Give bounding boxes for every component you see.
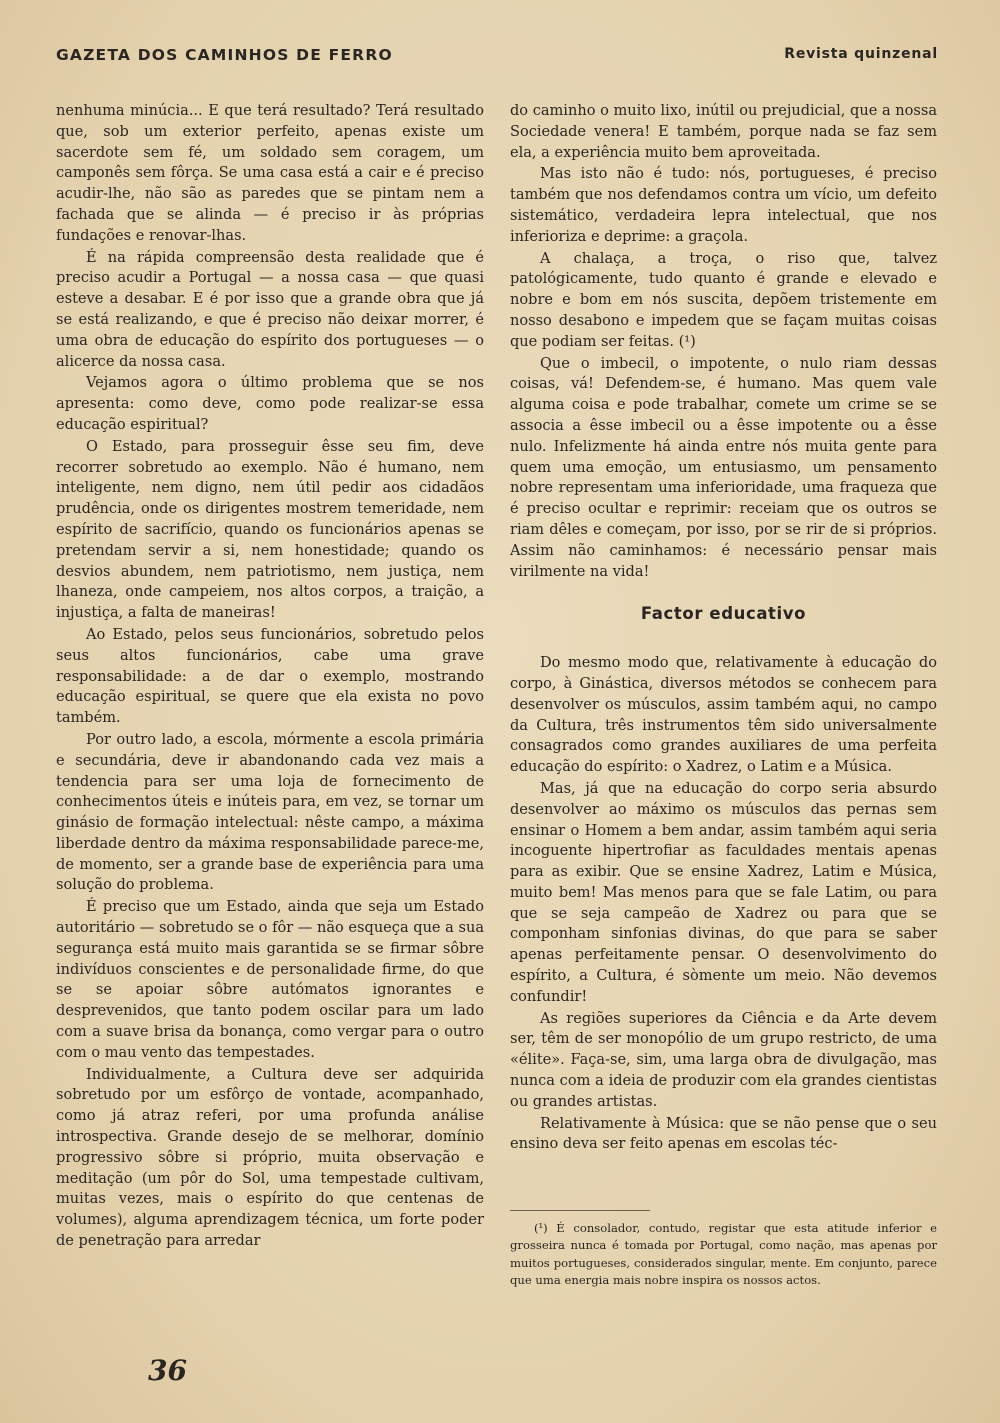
paragraph: Individualmente, a Cultura deve ser adquirida sobretudo por um esfôrço de vontade, acompanhado, como já atraz referi, por uma profunda análise introspectiva. Grande desejo de se melhorar, domínio progressivo sôbre si próprio, muita observação e meditação (um pôr do Sol, uma tempestade cultivam, muitas vezes, mais o espírito do que centenas de volumes), alguma aprendizagem técnica, um forte poder de penetração para arredar — [56, 1065, 484, 1250]
paragraph: Mas, já que na educação do corpo seria absurdo desenvolver ao máximo os músculos das pernas sem ensinar o Homem a bem andar, assim também aqui seria incoguente hipertrofiar as faculdades mentais apenas para as exibir. Que se ensine Xadrez, Latim e Música, muito bem! Mas menos para que se fale Latim, ou para que se seja campeão de Xadrez ou para que se componham sinfonias divinas, do que para se saber apenas perfeitamente pensar. O desenvolvimento do espírito, a Cultura, é sòmente um meio. Não devemos confundir! — [510, 779, 937, 1005]
paragraph: Mas isto não é tudo: nós, portugueses, é preciso também que nos defendamos contra um vício, um defeito sistemático, verdadeira lepra intelectual, que nos inferioriza e deprime: a graçola. — [510, 165, 937, 245]
paragraph: É preciso que um Estado, ainda que seja um Estado autoritário — sobretudo se o fôr — não esqueça que a sua segurança está muito mais garantida se se firmar sôbre indivíduos conscientes e de personalidade firme, do que se se apoiar sôbre autómatos ignorantes e desprevenidos, que tanto podem oscilar para um lado com a suave brisa da bonança, como vergar para o outro com o mau vento das tempestades. — [56, 898, 484, 1061]
paragraph: Relativamente à Música: que se não pense que o seu ensino deva ser feito apenas em escolas téc- — [510, 1114, 937, 1153]
paragraph: Que o imbecil, o impotente, o nulo riam dessas coisas, vá! Defendem-se, é humano. Mas quem vale alguma coisa e pode trabalhar, comete um crime se se associa a êsse imbecil ou a êsse impotente ou a êsse nulo. Infelizmente há ainda entre nós muita gente para quem uma emoção, um entusiasmo, um pensamento nobre representam uma inferioridade, uma fraqueza que é preciso ocultar e reprimir: receiam que os outros se riam dêles e começam, por isso, por se rir de si próprios. Assim não caminhamos: é necessário pensar mais virilmente na vida! — [510, 354, 937, 580]
paragraph: Vejamos agora o último problema que se nos apresenta: como deve, como pode realizar-se essa educação espiritual? — [56, 374, 484, 433]
paragraph: nenhuma minúcia... E que terá resultado? Terá resultado que, sob um exterior perfeito, apenas existe um sacerdote sem fé, um soldado sem coragem, um camponês sem fôrça. Se uma casa está a cair e é preciso acudir-lhe, não são as paredes que se pintam nem a fachada que se alinda — é preciso ir às próprias fundações e renovar-lhas. — [56, 102, 484, 244]
paragraph: do caminho o muito lixo, inútil ou prejudicial, que a nossa Sociedade venera! E também, porque nada se faz sem ela, a experiência muito bem aproveitada. — [510, 102, 937, 161]
paragraph: Ao Estado, pelos seus funcionários, sobretudo pelos seus altos funcionários, cabe uma grave responsabilidade: a de dar o exemplo, mostrando educação espiritual, se quere que ela exista no povo também. — [56, 625, 484, 727]
paragraph: Por outro lado, a escola, mórmente a escola primária e secundária, deve ir abandonando cada vez mais a tendencia para ser uma loja de fornecimento de conhecimentos úteis e inúteis para, em vez, se tornar um ginásio de formação intelectual: nêste campo, a máxima liberdade dentro da máxima responsabilidade parece-me, de momento, ser a grande base de experiência para uma solução do problema. — [56, 730, 484, 894]
paragraph: O Estado, para prosseguir êsse seu fim, deve recorrer sobretudo ao exemplo. Não é humano, nem inteligente, nem digno, nem útil pedir aos cidadãos prudência, onde os dirigentes mostrem temeridade, nem espírito de sacrifício, quando os funcionários apenas se pretendam servir a si, nem honestidade; quando os desvios abundem, nem patriotismo, nem justiça, nem lhaneza, onde campeiem, nos altos corpos, a traição, a injustiça, a falta de maneiras! — [56, 437, 484, 622]
right-column — [510, 101, 937, 1155]
footnotes — [510, 1220, 937, 1290]
footnote-divider — [510, 1210, 650, 1211]
section-heading: Factor educativo — [640, 604, 807, 624]
publication-title: GAZETA DOS CAMINHOS DE FERRO — [56, 46, 393, 64]
paragraph: É na rápida compreensão desta realidade que é preciso acudir a Portugal — a nossa casa — que quasi esteve a desabar. E é por isso que a grande obra que já se está realizando, e que é preciso não deixar morrer, é uma obra de educação do espírito dos portugueses — o alicerce da nossa casa. — [56, 248, 484, 370]
publication-subtitle: Revista quinzenal — [784, 46, 938, 62]
paragraph: A chalaça, a troça, o riso que, talvez patológicamente, tudo quanto é grande e elevado e nobre e bom em nós suscita, depõem tristemente em nosso desabono e impedem que se façam muitas coisas que podiam ser feitas. (¹) — [510, 249, 937, 350]
page-number: 36 — [148, 1354, 187, 1387]
running-header — [56, 46, 938, 70]
footnote: (¹) É consolador, contudo, registar que esta atitude inferior e grosseira nunca é tomada por Portugal, como nação, mas apenas por muitos portugueses, considerados singular, mente. Em conjunto, parece que uma energia mais nobre inspira os nossos actos. — [510, 1221, 937, 1288]
left-column — [56, 101, 484, 1252]
paragraph: Do mesmo modo que, relativamente à educação do corpo, à Ginástica, diversos métodos se conhecem para desenvolver os músculos, assim também aqui, no campo da Cultura, três instrumentos têm sido universalmente consagrados como grandes auxiliares de uma perfeita educação do espírito: o Xadrez, o Latim e a Música. — [510, 654, 937, 776]
paragraph: As regiões superiores da Ciência e da Arte devem ser, têm de ser monopólio de um grupo restricto, de uma «élite». Faça-se, sim, uma larga obra de divulgação, mas nunca com a ideia de produzir com ela grandes cientistas ou grandes artistas. — [510, 1009, 937, 1110]
